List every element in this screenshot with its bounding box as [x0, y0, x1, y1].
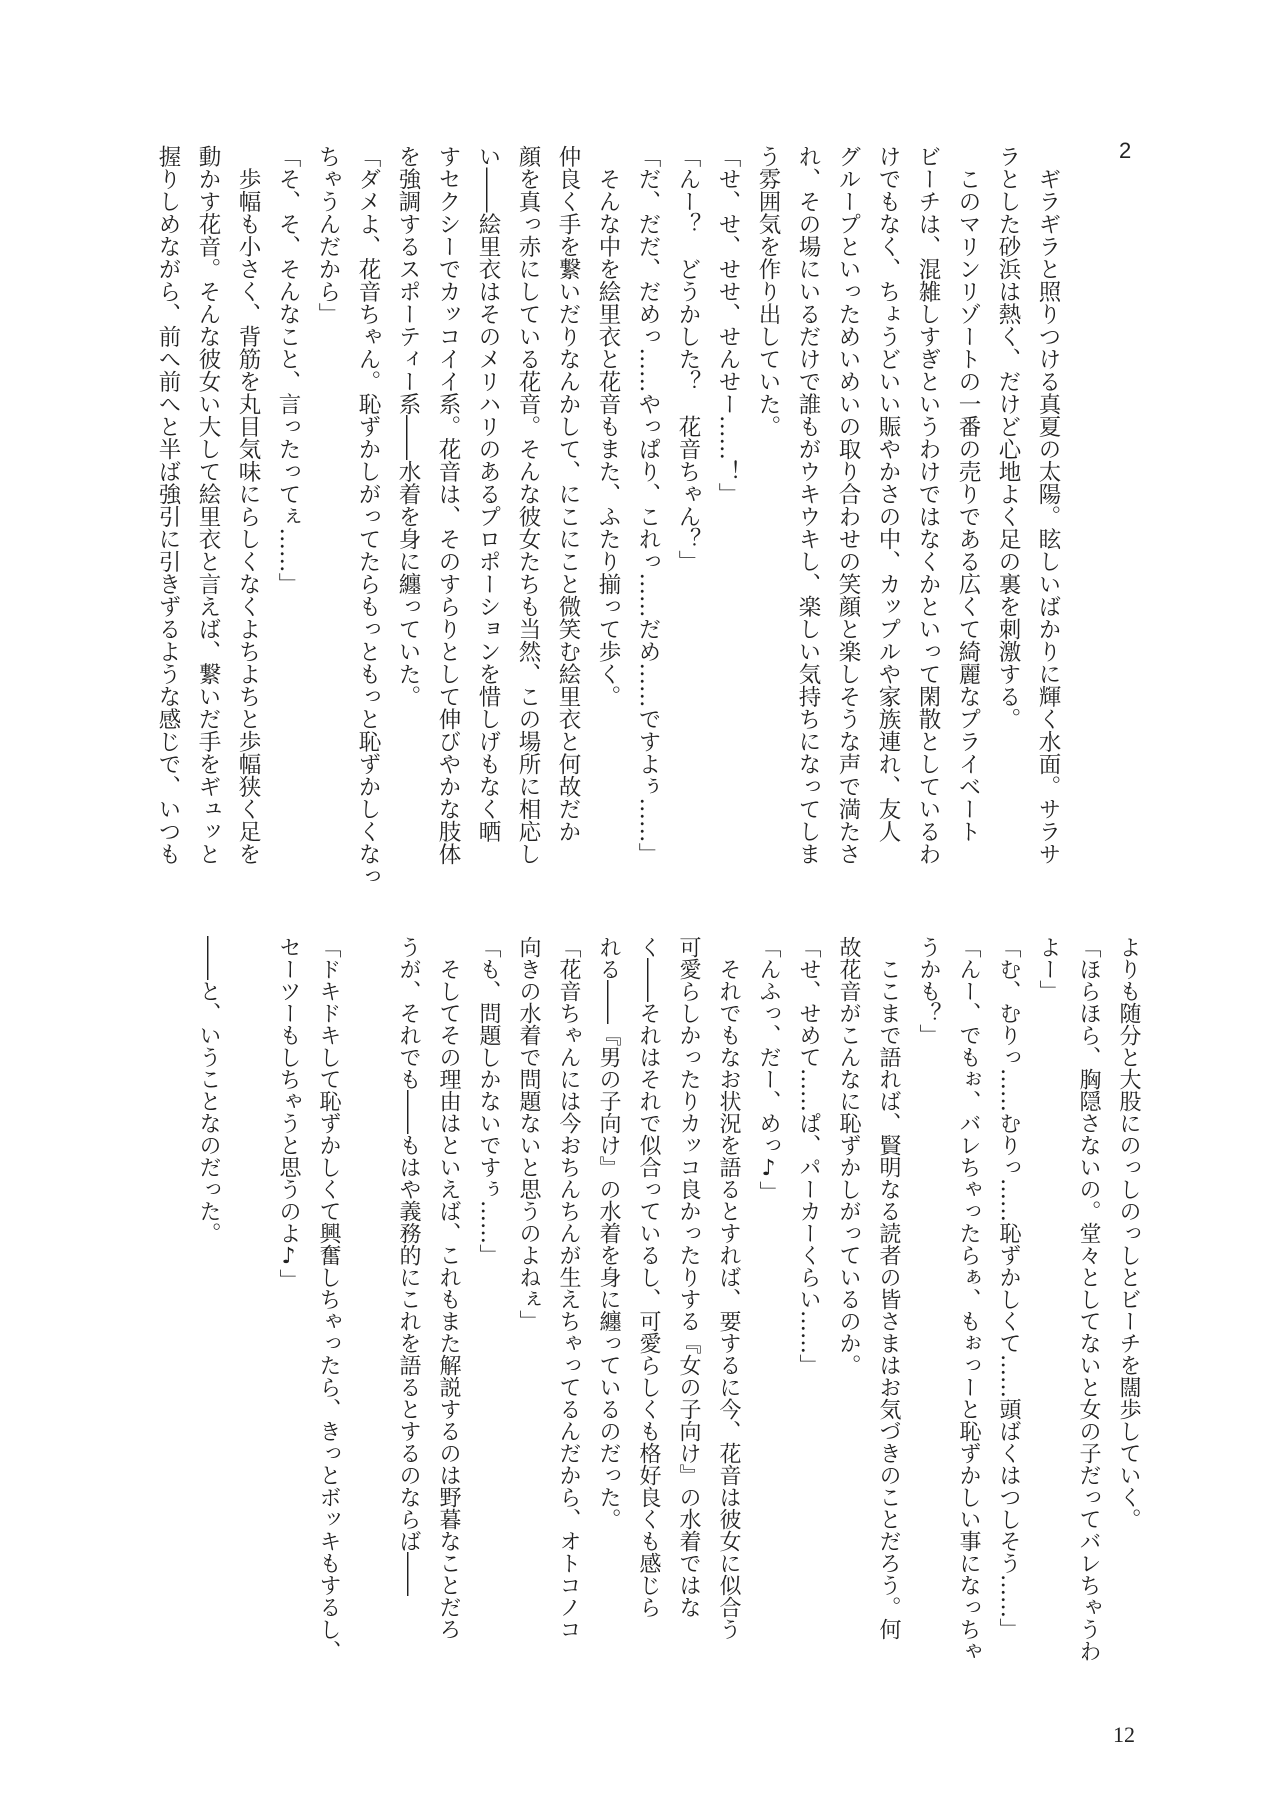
- text-line: 握りしめながら、前へ前へと半ば強引に引きずるような感じで、いつも: [155, 145, 181, 865]
- text-line: 歩幅も小さく、背筋を丸目気味にらしくなくよちよちと歩幅狭く足を: [235, 145, 261, 865]
- text-line: ちゃうんだから」: [315, 145, 341, 325]
- text-line: 「む、むりっ……むりっ……恥ずかしくて……頭ばくはつしそう……」: [996, 936, 1021, 1640]
- text-line: よりも随分と大股にのっしのっしとビーチを闊歩していく。: [1116, 936, 1141, 1530]
- text-line: このマリンリゾートの一番の売りである広くて綺麗なプライベート: [955, 145, 981, 843]
- text-line: 「そ、そ、そんなこと、言ったってぇ……」: [275, 145, 301, 595]
- text-line: 「花音ちゃんには今おちんちんが生えちゃってるんだから、オトコノコ: [556, 936, 581, 1640]
- text-line: 「んふっ、だー、めっ♪」: [756, 936, 781, 1203]
- text-line: すセクシーでカッコイイ系。花音は、そのすらりとして伸びやかな肢体: [435, 145, 461, 865]
- text-line: ギラギラと照りつける真夏の太陽。眩しいばかりに輝く水面。サラサ: [1035, 145, 1061, 865]
- text-line: 顔を真っ赤にしている花音。そんな彼女たちも当然、この場所に相応し: [515, 145, 541, 865]
- text-line: 「ダメよ、花音ちゃん。恥ずかしがってたらもっともっと恥ずかしくなっ: [355, 145, 381, 888]
- text-line: ――と、いうことなのだった。: [196, 936, 221, 1244]
- text-line: 「ドキドキして恥ずかしくて興奮しちゃったら、きっとボッキもするし、: [316, 936, 341, 1662]
- text-line: よー」: [1036, 936, 1061, 1002]
- text-line: ここまで語れば、賢明なる読者の皆さまはお気づきのことだろう。何: [876, 936, 901, 1640]
- text-line: セーツーもしちゃうと思うのよ♪」: [276, 936, 301, 1291]
- text-line: うが、それでも――もはや義務的にこれを語るとするのならば――: [396, 936, 421, 1596]
- text-line: 「も、問題しかないですぅ……」: [476, 936, 501, 1266]
- page-number: 12: [1113, 1722, 1135, 1747]
- text-line: 動かす花音。そんな彼女い大して絵里衣と言えば、繋いだ手をギュッと: [195, 145, 221, 865]
- text-line: う雰囲気を作り出していた。: [755, 145, 781, 438]
- text-line: 「せ、せ、せせ、せんせー……！」: [715, 145, 741, 505]
- text-line: そしてその理由はといえば、これもまた解説するのは野暮なことだろ: [436, 936, 461, 1640]
- text-line: グループといっためいめいの取り合わせの笑顔と楽しそうな声で満たさ: [835, 145, 861, 865]
- text-line: 「んー、でもぉ、バレちゃったらぁ、もぉっーと恥ずかしい事になっちゃ: [956, 936, 981, 1662]
- text-line: く――それはそれで似合っているし、可愛らしくも格好良くも感じら: [636, 936, 661, 1618]
- text-line: い――絵里衣はそのメリハリのあるプロポーションを惜しげもなく晒: [475, 145, 501, 843]
- top-text-block: [148, 145, 1068, 888]
- text-line: を強調するスポーティー系――水着を身に纏っていた。: [395, 145, 421, 708]
- text-line: そんな中を絵里衣と花音もまた、ふたり揃って歩く。: [595, 145, 621, 708]
- text-line: ラとした砂浜は熱く、だけど心地よく足の裏を刺激する。: [995, 145, 1021, 730]
- text-line: 「んー？ どうかした？ 花音ちゃん？」: [675, 145, 701, 573]
- text-line: れる――『男の子向け』の水着を身に纏っているのだった。: [596, 936, 621, 1530]
- text-line: 故花音がこんなに恥ずかしがっているのか。: [836, 936, 861, 1376]
- text-line: ビーチは、混雑しすぎというわけではなくかといって閑散としているわ: [915, 145, 941, 865]
- text-line: 仲良く手を繋いだりなんかして、にこにこと微笑む絵里衣と何故だか: [555, 145, 581, 843]
- text-line: それでもなお状況を語るとすれば、要するに今、花音は彼女に似合う: [716, 936, 741, 1640]
- text-line: [348, 936, 388, 1671]
- section-number: 2: [1119, 138, 1132, 163]
- text-line: [228, 936, 268, 1671]
- text-line: 向きの水着で問題ないと思うのよねぇ」: [516, 936, 541, 1332]
- text-line: れ、その場にいるだけで誰もがウキウキし、楽しい気持ちになってしま: [795, 145, 821, 865]
- text-line: うかも？」: [916, 936, 941, 1046]
- text-line: 「ほらほら、胸隠さないの。堂々としてないと女の子だってバレちゃうわ: [1076, 936, 1101, 1662]
- text-line: けでもなく、ちょうどいい賑やかさの中、カップルや家族連れ、友人: [875, 145, 901, 843]
- text-line: 可愛らしかったりカッコ良かったりする『女の子向け』の水着ではな: [676, 936, 701, 1618]
- bottom-text-block: [188, 936, 1148, 1671]
- text-line: 「だ、だだ、だめっ……やっぱり、これっ……だめ……ですよぅ……」: [635, 145, 661, 865]
- text-line: 「せ、せめて……ぱ、パーカーくらい……」: [796, 936, 821, 1376]
